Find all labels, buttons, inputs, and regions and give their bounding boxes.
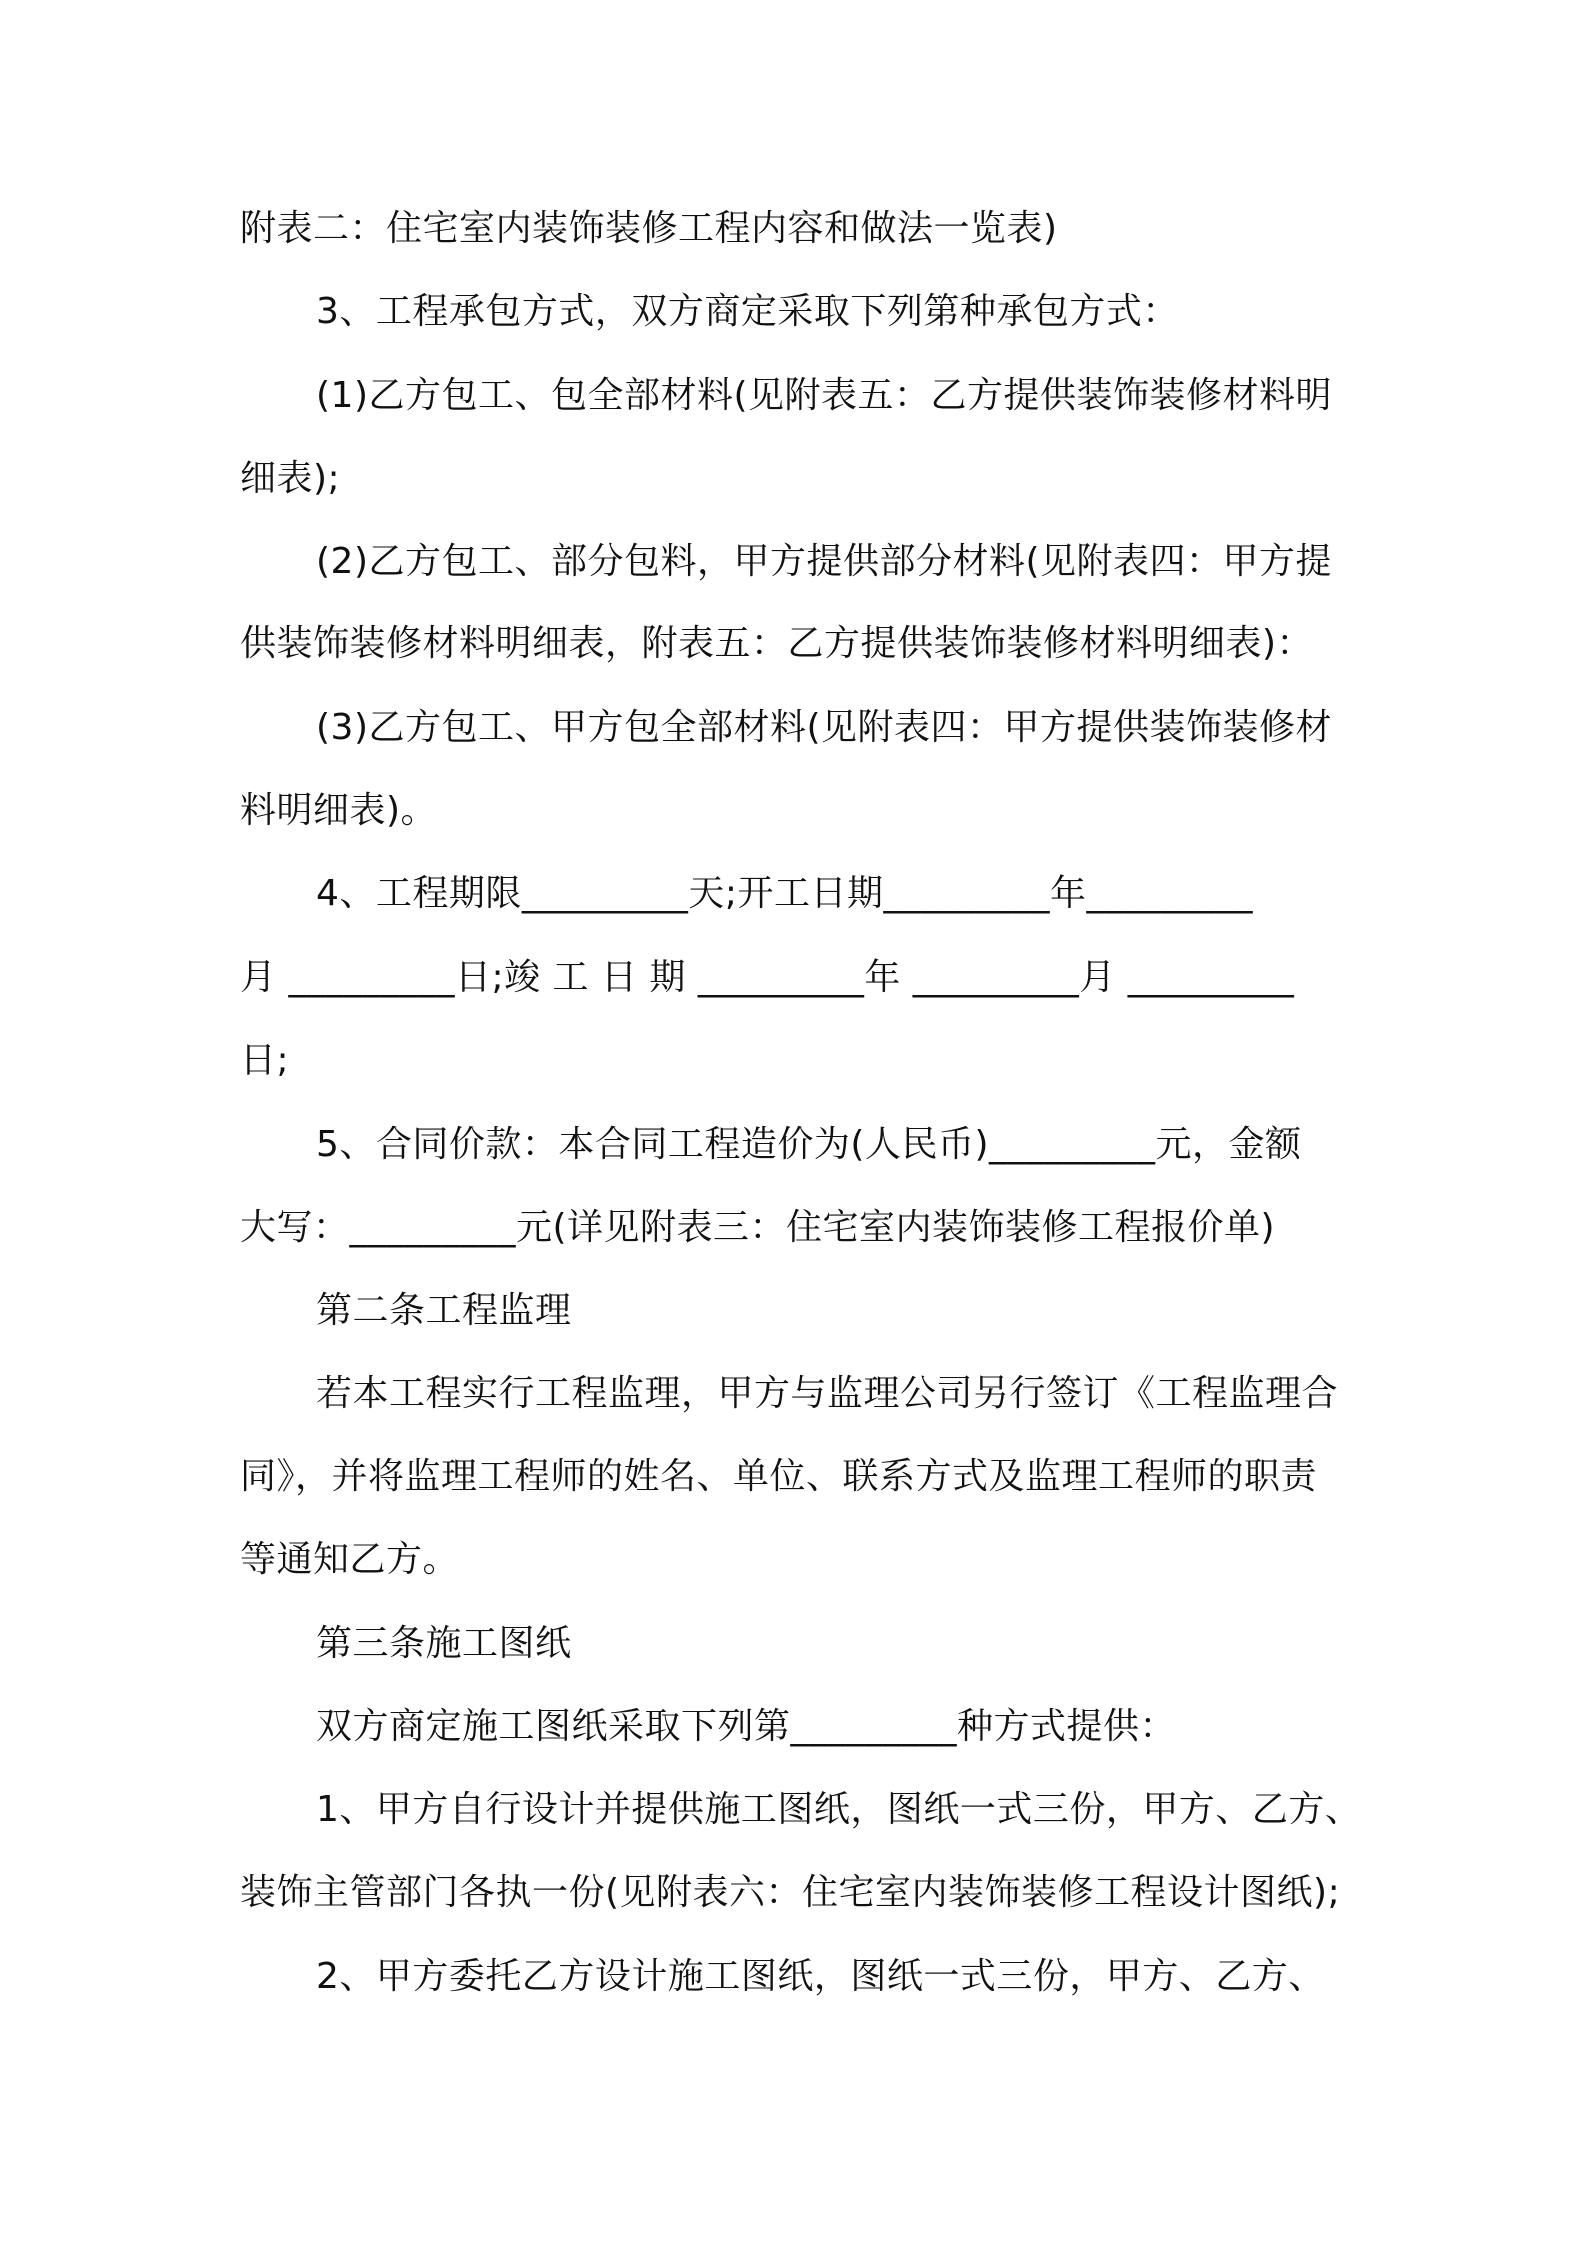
text-line: 日; xyxy=(240,1040,290,1081)
text-line: 4、工程期限_________天;开工日期_________年_________ xyxy=(316,873,1254,914)
text-line: 料明细表)。 xyxy=(240,790,438,831)
text-line: 5、合同价款：本合同工程造价为(人民币)_________元，金额 xyxy=(316,1124,1302,1165)
text-line: (2)乙方包工、部分包料，甲方提供部分材料(见附表四：甲方提 xyxy=(316,541,1333,582)
text-line: 装饰主管部门各执一份(见附表六：住宅室内装饰装修工程设计图纸); xyxy=(240,1872,1341,1913)
text-line: 月 _________日;竣 工 日 期 _________年 _________月 _________ xyxy=(240,957,1295,998)
text-line: 等通知乙方。 xyxy=(240,1539,460,1580)
text-line: 若本工程实行工程监理，甲方与监理公司另行签订《工程监理合 xyxy=(316,1373,1339,1414)
text-line: 细表); xyxy=(240,458,341,499)
text-line: 1、甲方自行设计并提供施工图纸，图纸一式三份，甲方、乙方、 xyxy=(316,1789,1362,1830)
text-line: 供装饰装修材料明细表，附表五：乙方提供装饰装修材料明细表)： xyxy=(240,623,1314,664)
text-line: (3)乙方包工、甲方包全部材料(见附表四：甲方提供装饰装修材 xyxy=(316,707,1333,748)
section-heading: 第二条工程监理 xyxy=(316,1290,572,1331)
text-line: (1)乙方包工、包全部材料(见附表五：乙方提供装饰装修材料明 xyxy=(316,375,1333,416)
text-line: 3、工程承包方式，双方商定采取下列第种承包方式： xyxy=(316,291,1179,332)
text-line: 双方商定施工图纸采取下列第_________种方式提供： xyxy=(316,1706,1177,1747)
text-line: 附表二：住宅室内装饰装修工程内容和做法一览表) xyxy=(240,208,1058,249)
text-line: 同》，并将监理工程师的姓名、单位、联系方式及监理工程师的职责 xyxy=(240,1456,1318,1497)
text-line: 大写：_________元(详见附表三：住宅室内装饰装修工程报价单) xyxy=(240,1207,1276,1248)
section-heading: 第三条施工图纸 xyxy=(316,1623,572,1664)
text-line: 2、甲方委托乙方设计施工图纸，图纸一式三份，甲方、乙方、 xyxy=(316,1956,1325,1997)
